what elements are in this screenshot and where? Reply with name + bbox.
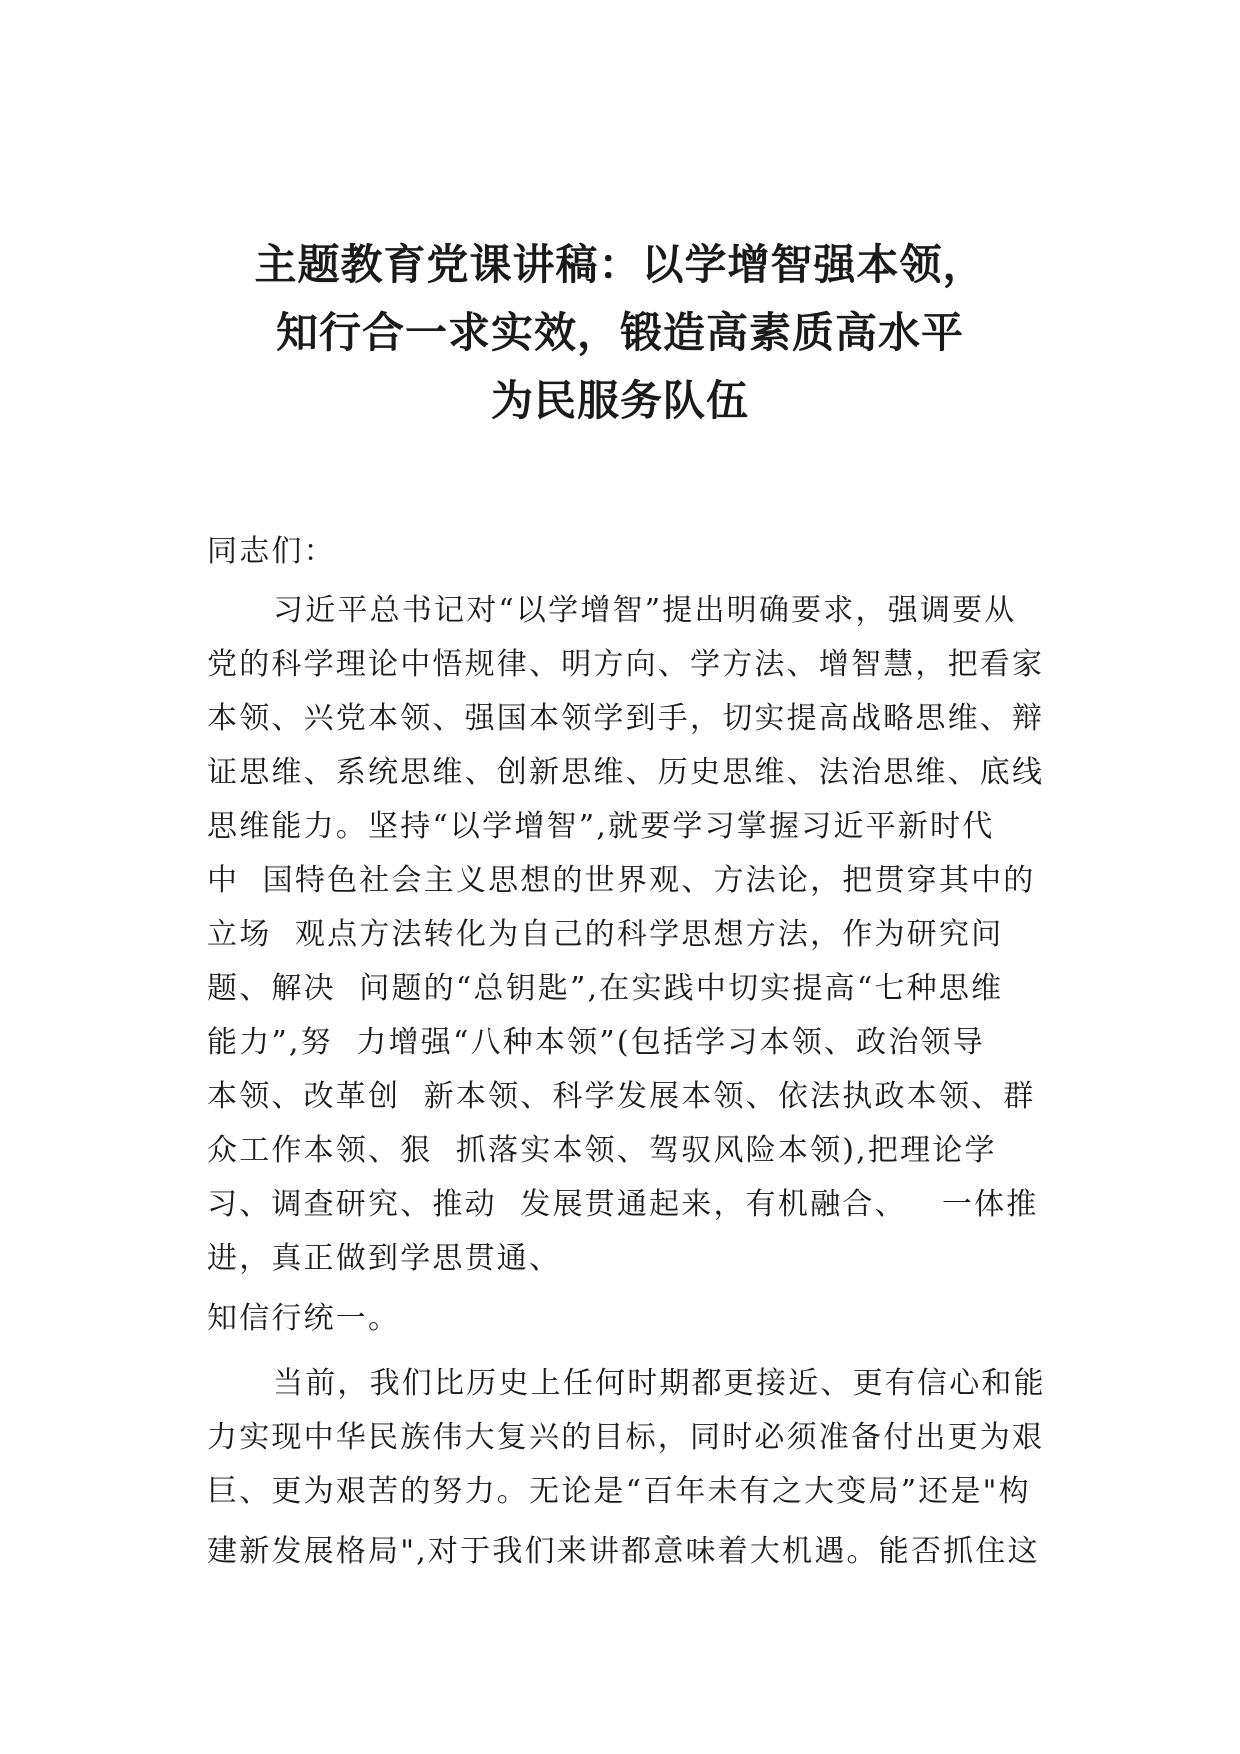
paragraph-1-line: 题、解决 问题的“总钥匙”,在实践中切实提高“七种思维 bbox=[207, 971, 1004, 1006]
paragraph-2-line: 当前，我们比历史上任何时期都更接近、更有信心和能 bbox=[273, 1366, 1046, 1401]
title-line-1: 主题教育党课讲稿：以学增智强本领， bbox=[254, 240, 986, 289]
paragraph-2-line: 力实现中华民族伟大复兴的目标，同时必须准备付出更为艰 bbox=[207, 1420, 1045, 1455]
paragraph-1-line: 进，真正做到学思贯通、 bbox=[207, 1241, 562, 1276]
paragraph-1-line: 立场 观点方法转化为自己的科学思想方法，作为研究问 bbox=[207, 917, 1004, 952]
paragraph-1-line: 习、调查研究、推动 发展贯通起来，有机融合、 一体推 bbox=[207, 1187, 1039, 1222]
paragraph-1-line: 本领、改革创 新本领、科学发展本领、依法执政本领、群 bbox=[207, 1079, 1036, 1114]
document-title bbox=[0, 237, 1240, 429]
title-line-2: 知行合一求实效，锻造高素质高水平 bbox=[275, 308, 964, 357]
paragraph-2 bbox=[207, 1357, 1087, 1579]
salutation-block bbox=[207, 525, 1087, 579]
paragraph-1-tail-line: 知信行统一。 bbox=[207, 1301, 401, 1336]
paragraph-1 bbox=[207, 584, 1087, 1286]
paragraph-1-line: 证思维、系统思维、创新思维、历史思维、法治思维、底线 bbox=[207, 755, 1045, 790]
paragraph-1-line: 党的科学理论中悟规律、明方向、学方法、增智慧，把看家 bbox=[207, 647, 1045, 682]
paragraph-2-line: 巨、更为艰苦的努力。无论是“百年未有之大变局”还是"构 bbox=[207, 1474, 1031, 1509]
paragraph-1-line: 能力”,努 力增强“八种本领”(包括学习本领、政治领导 bbox=[207, 1025, 985, 1060]
paragraph-1-line: 中 国特色社会主义思想的世界观、方法论，把贯穿其中的 bbox=[207, 863, 1036, 898]
paragraph-1-line: 思维能力。坚持“以学增智”,就要学习掌握习近平新时代 bbox=[207, 809, 995, 844]
paragraph-1-line: 众工作本领、狠 抓落实本领、驾驭风险本领),把理论学 bbox=[207, 1133, 997, 1168]
paragraph-1-tail bbox=[207, 1292, 1087, 1346]
paragraph-2-line: 建新发展格局",对于我们来讲都意味着大机遇。能否抓住这 bbox=[207, 1534, 1040, 1569]
salutation: 同志们： bbox=[207, 534, 336, 569]
paragraph-1-line: 习近平总书记对“以学增智”提出明确要求，强调要从 bbox=[273, 593, 1017, 628]
title-line-3: 为民服务队伍 bbox=[490, 376, 749, 425]
paragraph-1-line: 本领、兴党本领、强国本领学到手，切实提高战略思维、辩 bbox=[207, 701, 1045, 736]
